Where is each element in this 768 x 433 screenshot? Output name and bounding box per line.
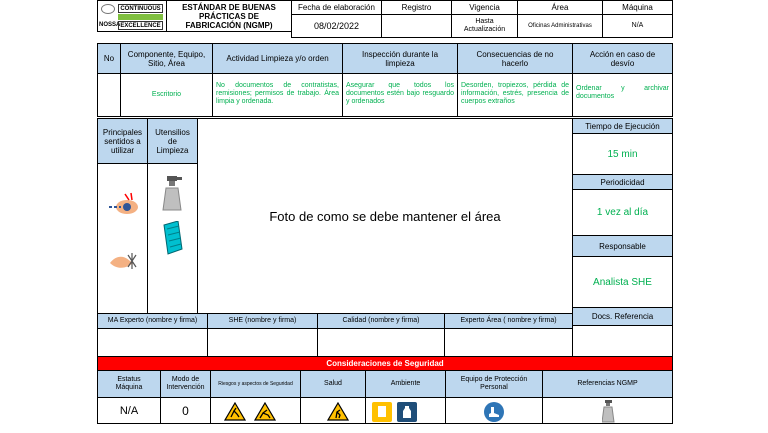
spray-bottle-icon xyxy=(162,176,184,212)
logo-bar xyxy=(118,14,163,20)
maquina-label: Máquina xyxy=(602,0,673,15)
logo-brand: NOSSA xyxy=(99,22,121,28)
riesgos-label: Riesgos y aspectos de Seguridad xyxy=(210,370,301,398)
vigencia-value: Hasta Actualización xyxy=(451,14,518,38)
estatus-value: N/A xyxy=(97,397,161,424)
ambiente-icons xyxy=(365,397,446,424)
paper-waste-icon xyxy=(372,402,392,422)
fall-hazard-icon xyxy=(254,402,276,421)
spray-bottle-ref-icon xyxy=(602,400,616,423)
ergonomic-hazard-icon xyxy=(327,402,349,421)
header-actividad: Actividad Limpieza y/o orden xyxy=(212,43,343,74)
signature-ma-label: MA Experto (nombre y firma) xyxy=(97,313,208,329)
principales-cell xyxy=(97,163,148,314)
row-no xyxy=(97,73,121,117)
estatus-label: Estatus Máquina xyxy=(97,370,161,398)
logo-cell xyxy=(97,0,167,32)
salud-icons xyxy=(300,397,366,424)
responsable-label: Responsable xyxy=(572,235,673,257)
safety-title: Consideraciones de Seguridad xyxy=(97,356,673,371)
signature-experto-label: Experto Área ( nombre y firma) xyxy=(444,313,573,329)
eye-sense-icon xyxy=(107,190,141,224)
fecha-label: Fecha de elaboración xyxy=(291,0,382,15)
header-inspeccion: Inspección durante la limpieza xyxy=(342,43,458,74)
signature-she-field[interactable] xyxy=(207,328,318,357)
document-title: ESTÁNDAR DE BUENAS PRÁCTICAS DE FABRICACIÓN (NGMP) xyxy=(166,0,292,32)
logo-top: CONTINUOUS xyxy=(118,4,163,13)
modo-label: Modo de Intervención xyxy=(160,370,211,398)
utensilios-cell xyxy=(147,163,198,314)
utensilios-label: Utensilios de Limpieza xyxy=(147,118,198,164)
area-value: Oficinas Administrativas xyxy=(517,14,603,38)
docs-value xyxy=(572,325,673,357)
maquina-value: N/A xyxy=(602,14,673,38)
registro-label: Registro xyxy=(381,0,452,15)
ambiente-label: Ambiente xyxy=(365,370,446,398)
referencias-label: Referencias NGMP xyxy=(542,370,673,398)
row-componente: Escritorio xyxy=(120,73,213,117)
row-actividad: No documentos de contratistas, remisiones; permisos de trabajo. Área limpia y ordenada. xyxy=(212,73,343,117)
touch-sense-icon xyxy=(108,249,138,273)
periodicidad-label: Periodicidad xyxy=(572,174,673,190)
tiempo-label: Tiempo de Ejecución xyxy=(572,118,673,134)
fecha-value: 08/02/2022 xyxy=(291,14,382,38)
photo-placeholder xyxy=(197,118,573,314)
row-accion: Ordenar y archivar documentos xyxy=(572,73,673,117)
logo-bottom: EXCELLENCE xyxy=(118,21,163,30)
riesgos-icons xyxy=(210,397,301,424)
signature-experto-field[interactable] xyxy=(444,328,573,357)
epp-icons xyxy=(445,397,543,424)
row-consecuencias: Desorden, tropiezos, pérdida de información, estrés, presencia de cuerpos extraños xyxy=(457,73,573,117)
periodicidad-value: 1 vez al día xyxy=(572,189,673,236)
signature-she-label: SHE (nombre y firma) xyxy=(207,313,318,329)
responsable-value: Analista SHE xyxy=(572,256,673,308)
header-componente: Componente, Equipo, Sitio, Área xyxy=(120,43,213,74)
principales-label: Principales sentidos a utilizar xyxy=(97,118,148,164)
docs-label: Docs. Referencia xyxy=(572,307,673,326)
header-accion: Acción en caso de desvío xyxy=(572,43,673,74)
photo-text: Foto de como se debe mantener el área xyxy=(269,208,501,224)
registro-value xyxy=(381,14,452,38)
row-inspeccion: Asegurar que todos los documentos estén bajo resguardo y ordenados xyxy=(342,73,458,117)
laurel-icon xyxy=(101,4,115,14)
safety-boots-icon xyxy=(484,402,504,422)
referencias-icons xyxy=(542,397,673,424)
cloth-icon xyxy=(162,221,184,255)
vigencia-label: Vigencia xyxy=(451,0,518,15)
header-no: No xyxy=(97,43,121,74)
plastic-waste-icon xyxy=(397,402,417,422)
salud-label: Salud xyxy=(300,370,366,398)
signature-calidad-label: Calidad (nombre y firma) xyxy=(317,313,445,329)
signature-calidad-field[interactable] xyxy=(317,328,445,357)
tiempo-value: 15 min xyxy=(572,133,673,175)
area-label: Área xyxy=(517,0,603,15)
signature-ma-field[interactable] xyxy=(97,328,208,357)
epp-label: Equipo de Protección Personal xyxy=(445,370,543,398)
modo-value: 0 xyxy=(160,397,211,424)
slip-hazard-icon xyxy=(224,402,246,421)
header-consecuencias: Consecuencias de no hacerlo xyxy=(457,43,573,74)
